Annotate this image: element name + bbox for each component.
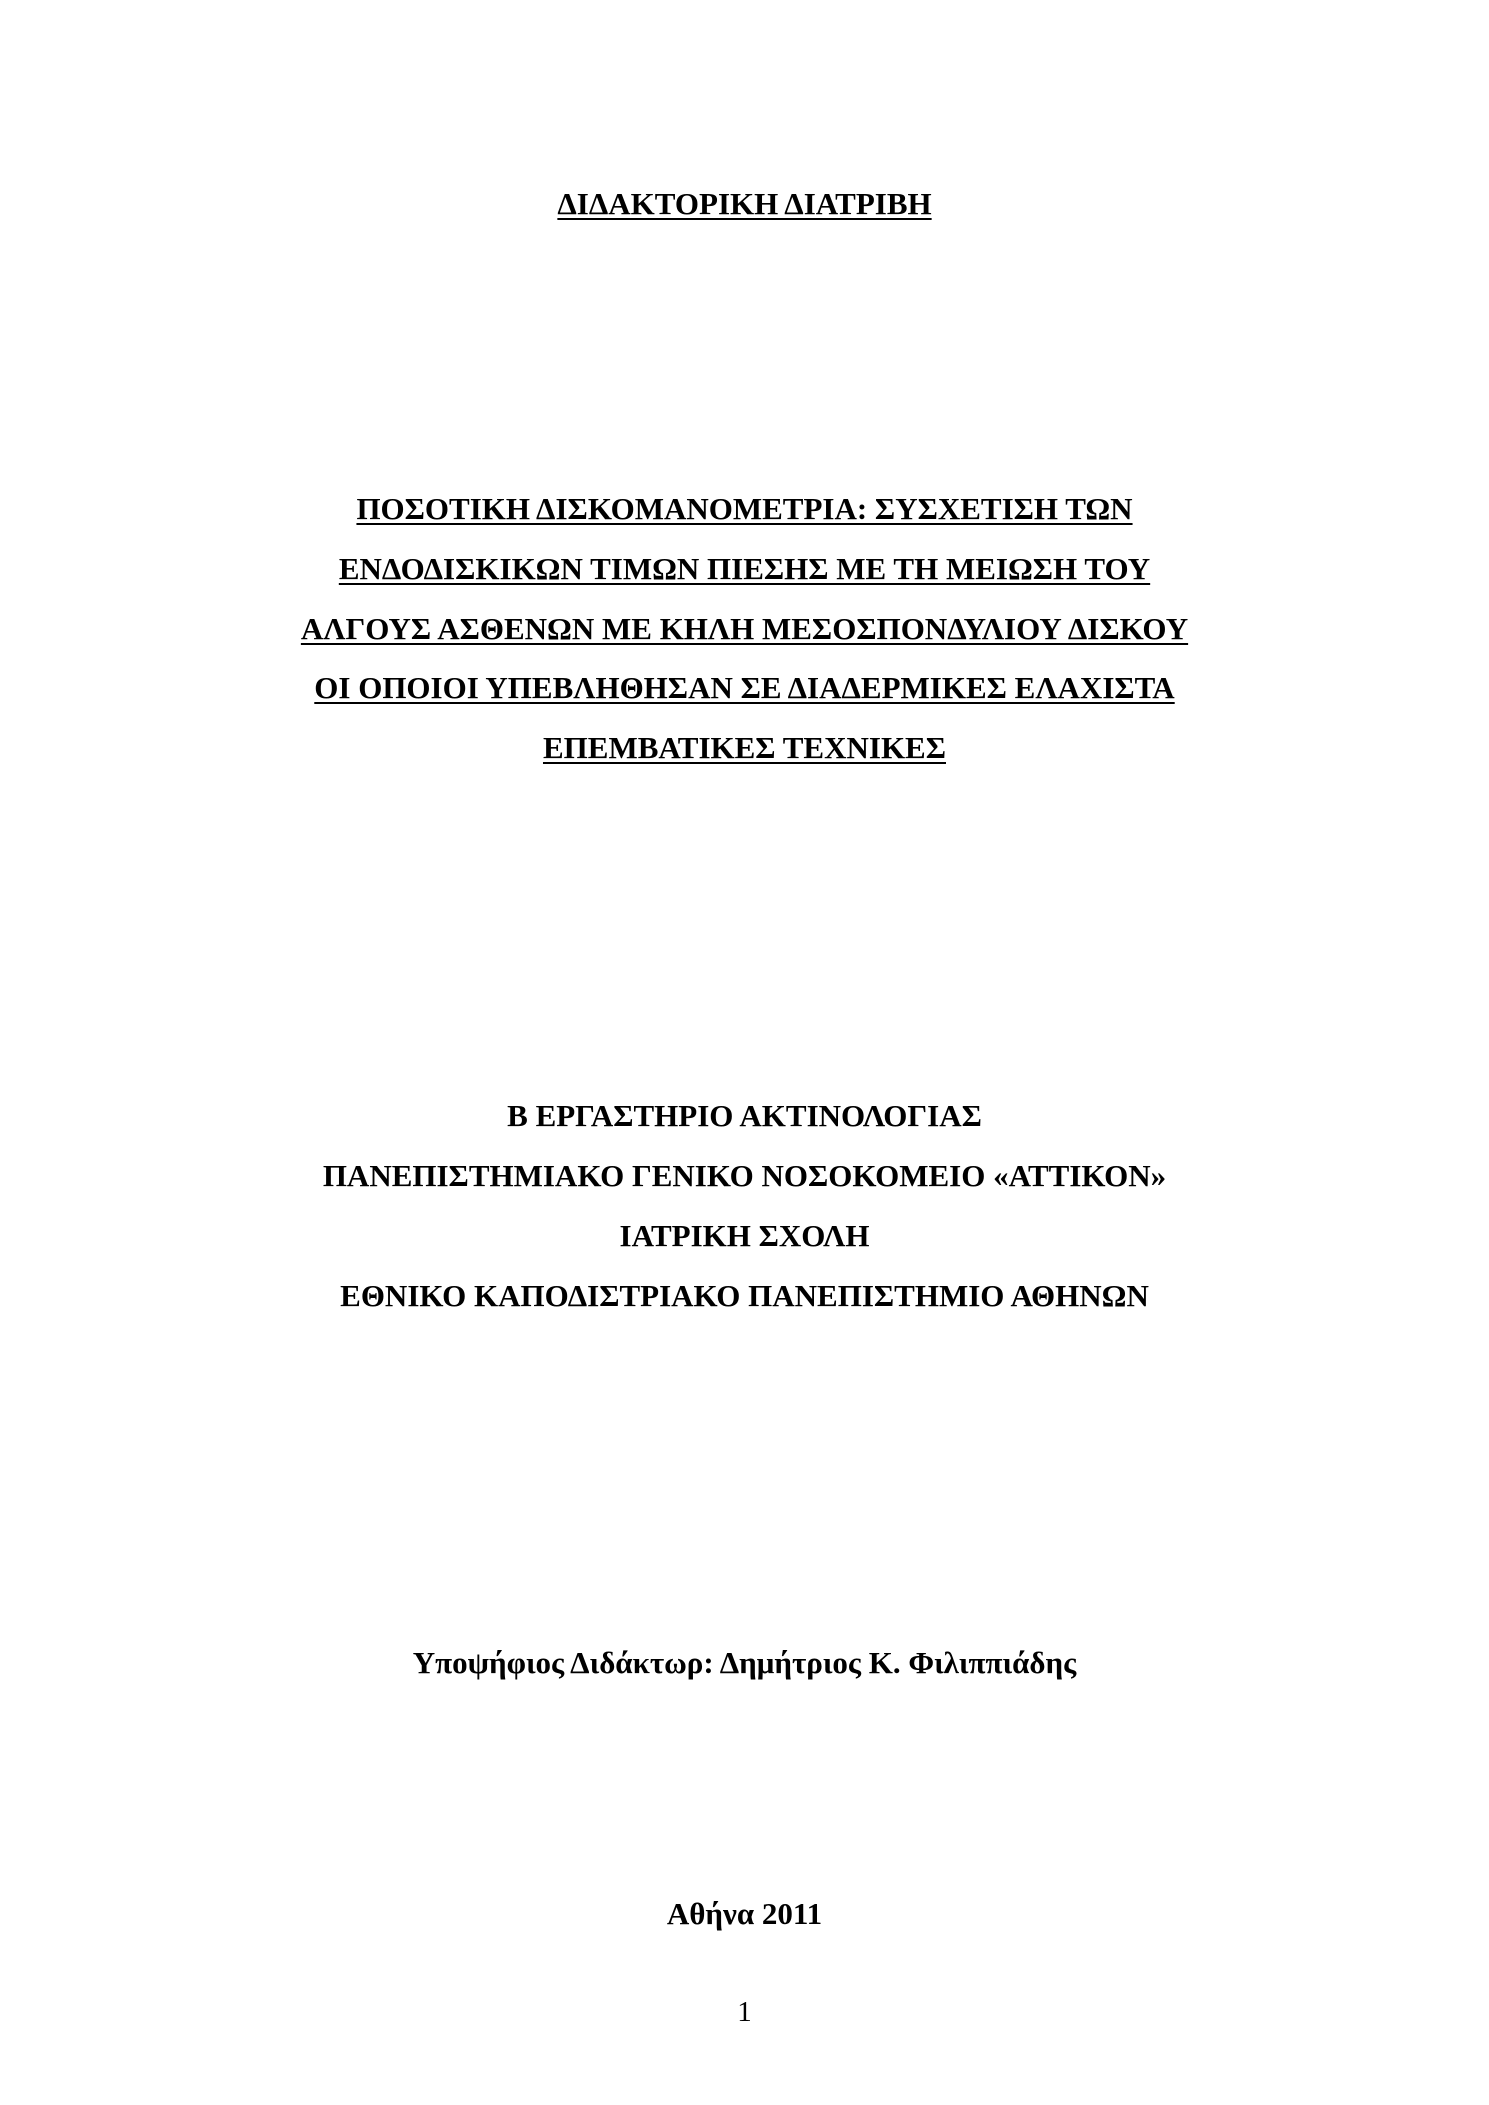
thesis-title-line-5: ΕΠΕΜΒΑΤΙΚΕΣ ΤΕΧΝΙΚΕΣ — [542, 730, 946, 765]
thesis-title-line-2: ΕΝΔΟΔΙΣΚΙΚΩΝ ΤΙΜΩΝ ΠΙΕΣΗΣ ΜΕ ΤΗ ΜΕΙΩΣΗ ΤΟΥ — [338, 551, 1151, 586]
page-number: 1 — [737, 1996, 752, 2028]
candidate-name: Υποψήφιος Διδάκτωρ: Δημήτριος Κ. Φιλιππιάδης — [412, 1645, 1077, 1680]
place-year: Αθήνα 2011 — [666, 1896, 823, 1931]
thesis-title-line-4: ΟΙ ΟΠΟΙΟΙ ΥΠΕΒΛΗΘΗΣΑΝ ΣΕ ΔΙΑΔΕΡΜΙΚΕΣ ΕΛΑΧΙΣΤΑ — [314, 670, 1175, 705]
document-heading: ΔΙΔΑΚΤΟΡΙΚΗ ΔΙΑΤΡΙΒΗ — [557, 186, 932, 221]
institution-line-1: Β ΕΡΓΑΣΤΗΡΙΟ ΑΚΤΙΝΟΛΟΓΙΑΣ — [507, 1098, 982, 1133]
thesis-title-line-1: ΠΟΣΟΤΙΚΗ ΔΙΣΚΟΜΑΝΟΜΕΤΡΙΑ: ΣΥΣΧΕΤΙΣΗ ΤΩΝ — [356, 491, 1133, 526]
institution-line-2: ΠΑΝΕΠΙΣΤΗΜΙΑΚΟ ΓΕΝΙΚΟ ΝΟΣΟΚΟΜΕΙΟ «ΑΤΤΙΚΟΝ» — [322, 1158, 1167, 1193]
institution-line-3: ΙΑΤΡΙΚΗ ΣΧΟΛΗ — [619, 1218, 870, 1253]
thesis-title-line-3: ΑΛΓΟΥΣ ΑΣΘΕΝΩΝ ΜΕ ΚΗΛΗ ΜΕΣΟΣΠΟΝΔΥΛΙΟΥ ΔΙΣΚΟΥ — [300, 611, 1189, 646]
institution-line-4: ΕΘΝΙΚΟ ΚΑΠΟΔΙΣΤΡΙΑΚΟ ΠΑΝΕΠΙΣΤΗΜΙΟ ΑΘΗΝΩΝ — [340, 1278, 1149, 1313]
